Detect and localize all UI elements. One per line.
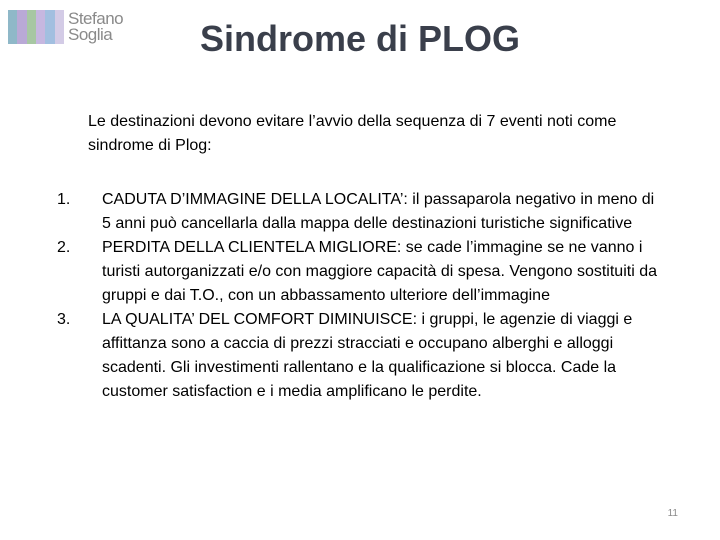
list-item-text: PERDITA DELLA CLIENTELA MIGLIORE: se cade l’immagine se ne vanno i turisti autorganizzati e/o con maggiore capacità di spesa. Vengono sostituiti da gruppi e dai T.O., con un abbassamento ulteriore dell’immagine xyxy=(102,239,657,304)
list-item-number: 2. xyxy=(57,239,71,256)
list-item xyxy=(57,308,657,404)
list-item xyxy=(57,188,657,236)
numbered-list xyxy=(57,188,657,404)
logo-line-2: Soglia xyxy=(68,25,113,44)
list-item-text: CADUTA D’IMMAGINE DELLA LOCALITA’: il passaparola negativo in meno di 5 anni può cancellarla dalla mappa delle destinazioni turistiche significative xyxy=(102,191,655,232)
intro-text: Le destinazioni devono evitare l’avvio della sequenza di 7 eventi noti come sindrome di Plog: xyxy=(88,113,617,154)
slide-title: Sindrome di PLOG xyxy=(199,18,521,59)
list-item-number: 3. xyxy=(57,311,71,328)
list-item-text: LA QUALITA’ DEL COMFORT DIMINUISCE: i gruppi, le agenzie di viaggi e affittanza sono a caccia di prezzi stracciati e occupano alberghi e alloggi scadenti. Gli investimenti rallentano e la qualificazione si blocca. Cade la customer satisfaction e i media amplificano le perdite. xyxy=(102,311,633,400)
page-number: 11 xyxy=(667,508,678,519)
logo-line-1: Stefano xyxy=(68,9,124,28)
list-item xyxy=(57,236,657,308)
list-item-number: 1. xyxy=(57,191,71,208)
